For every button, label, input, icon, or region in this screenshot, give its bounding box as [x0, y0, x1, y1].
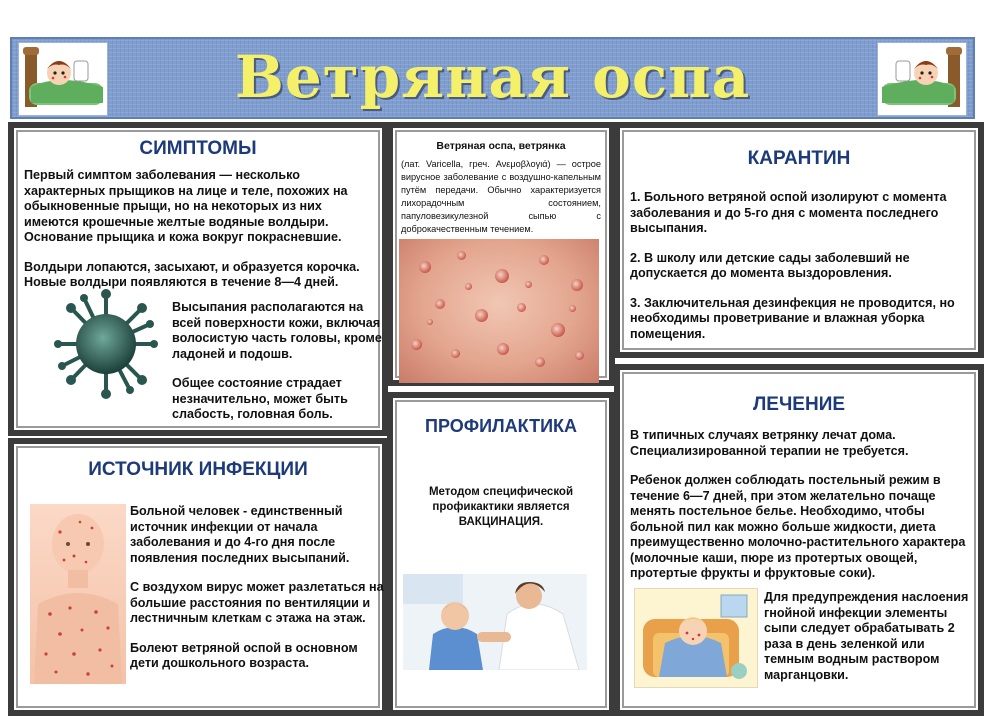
- quarantine-title: КАРАНТИН: [747, 148, 851, 169]
- treatment-paragraph: Ребенок должен соблюдать постельный режим в течение 6—7 дней, при этом желательно почаще менять постельное белье. Необходимо, чтобы больной пил как можно больше жидкости, диета преимущественно молочно-растительного характера (молочные каши, пюре из протертых овощей, протертые фрукты и фруктовые соки).: [630, 473, 966, 580]
- source-paragraph: С воздухом вирус может разлетаться на большие расстояния по вентиляции и лестничным клеткам с этажа на этаж.: [130, 580, 384, 625]
- source-title: ИСТОЧНИК ИНФЕКЦИИ: [88, 459, 308, 480]
- quarantine-item: 2. В школу или детские сады заболевший не допускается до момента выздоровления.: [630, 250, 910, 280]
- treatment-panel: [614, 364, 984, 716]
- treatment-paragraph: Для предупреждения наслоения гнойной инфекции элементы сыпи следует обрабатывать 2 раза в день зеленкой или темным водным раствором марганцовки.: [764, 590, 969, 682]
- quarantine-item: 1. Больного ветряной оспой изолируют с момента заболевания и до 5-го дня с момента последнего высыпания.: [630, 190, 947, 235]
- sick-child-in-bed-illustration: [877, 42, 967, 116]
- treatment-paragraph: В типичных случаях ветрянку лечат дома. Специализированной терапии не требуется.: [630, 428, 909, 458]
- quarantine-item: 3. Заключительная дезинфекция не проводится, но необходимы проветривание и влажная уборка помещения.: [630, 295, 955, 341]
- symptoms-paragraph: Первый симптом заболевания — несколько характерных прыщиков на лице и теле, похожих на обыкновенные прыщи, но на некоторых из них имеются крошечные желтые водяные волдыри. Основание прыщика и кожа вокруг покрасневшие.: [24, 168, 348, 244]
- child-with-rash-photo: [30, 504, 126, 684]
- symptoms-paragraph: Волдыри лопаются, засыхают, и образуется корочка. Новые волдыри появляются в течение 8—4 дней.: [24, 259, 360, 289]
- vaccination-photo: [403, 574, 587, 670]
- prevention-text: Методом специфической профикактики является ВАКЦИНАЦИЯ.: [428, 486, 574, 528]
- definition-panel: [387, 122, 615, 386]
- header-banner: [10, 37, 975, 119]
- virus-illustration: [54, 288, 159, 400]
- definition-text: (лат. Varicella, греч. Ανεμοβλογιά) — острое вирусное заболевание с воздушно-капельным путём передачи. Обычно характеризуется лихорадочным состоянием, папуловезикулезной сыпью с доброкачественным течением.: [401, 159, 601, 234]
- chickenpox-rash-photo: [399, 239, 599, 383]
- source-paragraph: Больной человек - единственный источник инфекции от начала заболевания и до 4-го дня после появления последних высыпаний.: [130, 504, 350, 565]
- symptoms-panel: [8, 122, 388, 436]
- source-paragraph: Болеют ветряной оспой в основном дети дошкольного возраста.: [130, 640, 358, 670]
- definition-title: Ветряная оспа, ветрянка: [436, 140, 566, 152]
- sick-child-in-armchair-illustration: [634, 588, 758, 688]
- quarantine-panel: [614, 122, 984, 358]
- symptoms-paragraph: Общее состояние страдает незначительно, может быть слабость, головная боль.: [172, 376, 348, 421]
- source-of-infection-panel: [8, 438, 388, 716]
- prevention-panel: [387, 392, 615, 716]
- prevention-title: ПРОФИЛАКТИКА: [425, 416, 577, 436]
- treatment-title: ЛЕЧЕНИЕ: [752, 394, 846, 415]
- symptoms-title: СИМПТОМЫ: [139, 138, 257, 159]
- page-title: Ветряная оспа: [234, 43, 751, 111]
- symptoms-paragraph: Высыпания располагаются на всей поверхности кожи, включая волосистую часть головы, кроме ладоней и подошв.: [172, 300, 382, 361]
